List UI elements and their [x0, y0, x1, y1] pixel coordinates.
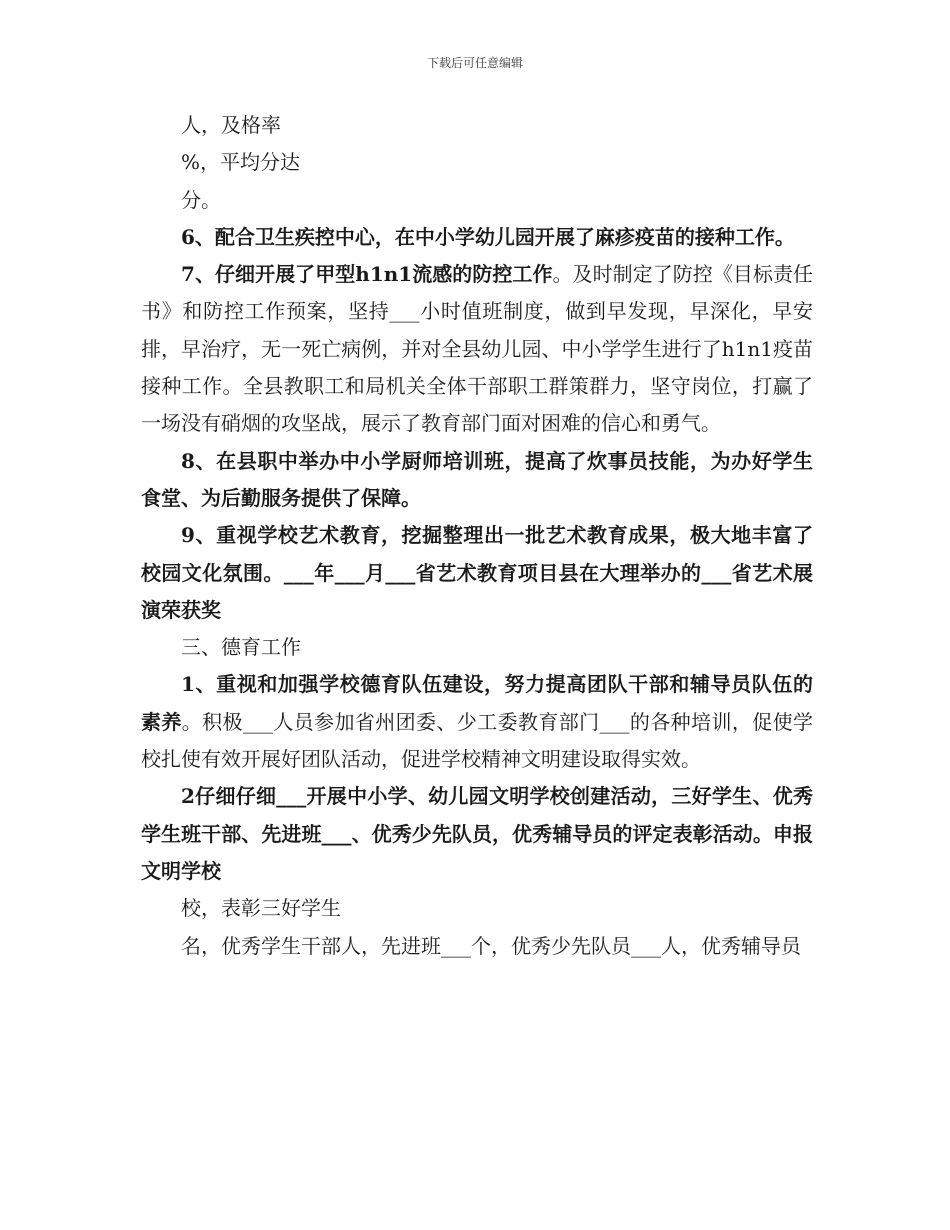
moral-1-lead: 1、重视和加强学校德育队伍建设，努力提高团队干部和辅导员队伍的素养: [141, 672, 813, 734]
paragraph-moral-1: [141, 666, 813, 778]
document-body: [141, 107, 813, 965]
item-7-lead: 7、仔细开展了甲型h1n1流感的防控工作: [181, 262, 553, 287]
page-header: 下载后可任意编辑: [426, 56, 523, 70]
paragraph-item-7: [141, 256, 813, 442]
paragraph-average: %，平均分达: [181, 150, 301, 175]
paragraph-score: 分。: [181, 187, 221, 212]
paragraph-school-awards: 校，表彰三好学生: [181, 896, 341, 921]
item-7-body: 。及时制定了防控《目标责任书》和防控工作预案，坚持___小时值班制度，做到早发现，早深化，早安排，早治疗，无一死亡病例，并对全县幼儿园、中小学学生进行了h1n1疫苗接种工作。全县教职工和局机关全体干部职工群策群力，坚守岗位，打赢了一场没有硝烟的攻坚战，展示了教育部门面对困难的信心和勇气。: [141, 262, 813, 436]
paragraph-item-9: 9、重视学校艺术教育，挖掘整理出一批艺术教育成果，极大地丰富了校园文化氛围。___年___月___省艺术教育项目县在大理举办的___省艺术展演荣获奖: [141, 523, 813, 622]
paragraph-moral-2: 2仔细仔细___开展中小学、幼儿园文明学校创建活动，三好学生、优秀学生班干部、先进班___、优秀少先队员，优秀辅导员的评定表彰活动。申报文明学校: [141, 784, 813, 883]
paragraph-item-8: 8、在县职中举办中小学厨师培训班，提高了炊事员技能，为办好学生食堂、为后勤服务提供了保障。: [141, 448, 813, 510]
moral-1-body: 。积极___人员参加省州团委、少工委教育部门___的各种培训，促使学校扎使有效开展好团队活动，促进学校精神文明建设取得实效。: [141, 709, 814, 772]
section-heading-moral-education: 三、德育工作: [181, 635, 301, 660]
paragraph-award-counts: 名，优秀学生干部人，先进班___个，优秀少先队员___人，优秀辅导员: [181, 933, 801, 958]
paragraph-item-6: 6、配合卫生疾控中心，在中小学幼儿园开展了麻疹疫苗的接种工作。: [181, 224, 795, 249]
paragraph-pass-rate: 人，及格率: [181, 113, 281, 137]
